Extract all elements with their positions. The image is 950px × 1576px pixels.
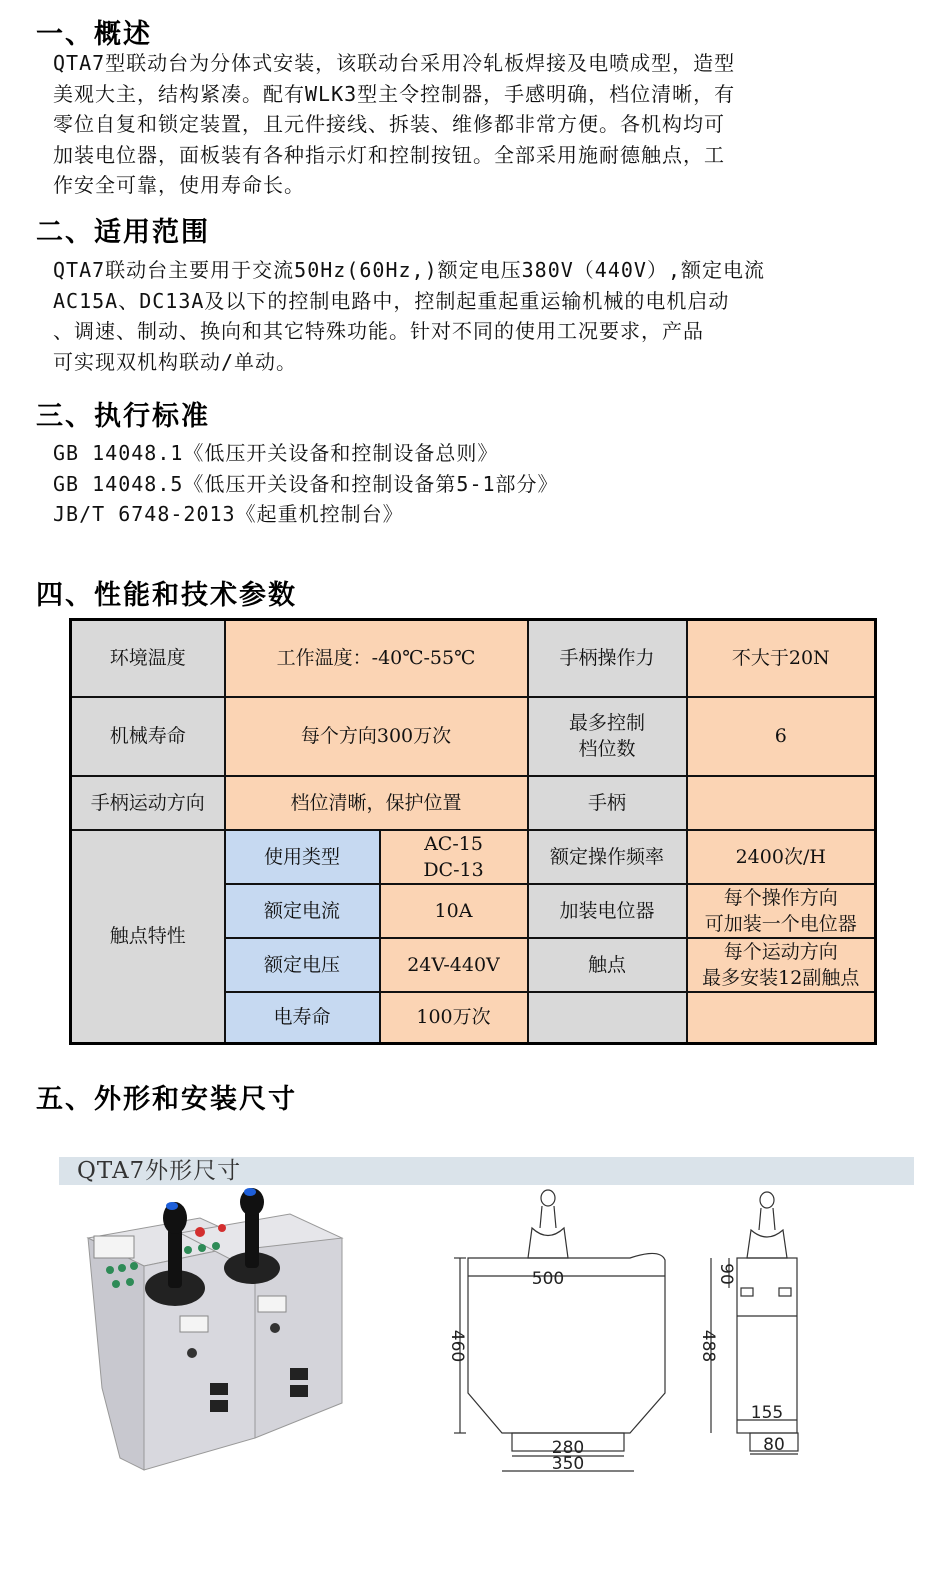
text-line: AC15A、DC13A及以下的控制电路中，控制起重起重运输机械的电机启动 xyxy=(53,288,730,313)
mech-life-value: 每个方向300万次 xyxy=(225,697,528,776)
side-view-drawing xyxy=(695,1188,815,1468)
dim-side-top: 90 xyxy=(716,1263,736,1285)
use-type-label: 使用类型 xyxy=(225,830,380,884)
text-line: 可实现双机构联动/单动。 xyxy=(53,349,298,374)
text-line: 、调速、制动、换向和其它特殊功能。针对不同的使用工况要求，产品 xyxy=(53,319,704,343)
dimensions-banner xyxy=(59,1157,914,1185)
section-title-dimensions: 五、外形和安装尺寸 xyxy=(36,1084,297,1115)
empty-cell xyxy=(528,992,687,1044)
text-line: 美观大主，结构紧凑。配有WLK3型主令控制器，手感明确，档位清晰，有 xyxy=(53,81,736,106)
contact-label: 触点特性 xyxy=(71,830,225,1044)
empty-cell xyxy=(687,992,876,1044)
section-title-params: 四、性能和技术参数 xyxy=(36,580,297,611)
contacts-value xyxy=(687,938,876,992)
section-title-overview: 一、概述 xyxy=(36,19,152,50)
rated-current-label: 额定电流 xyxy=(225,884,380,938)
table-row xyxy=(71,697,876,776)
use-type-value-line: DC-13 xyxy=(423,858,484,881)
handle-label: 手柄 xyxy=(528,776,687,830)
handle-dir-value: 档位清晰，保护位置 xyxy=(225,776,528,830)
spec-table xyxy=(69,618,877,1045)
standard-item: JB/T 6748-2013《起重机控制台》 xyxy=(53,502,404,526)
elec-life-label: 电寿命 xyxy=(225,992,380,1044)
dim-front-height: 460 xyxy=(447,1329,467,1363)
text-line: 加装电位器，面板装有各种指示灯和控制按钮。全部采用施耐德触点，工 xyxy=(53,142,725,167)
overview-paragraph xyxy=(53,48,735,201)
potentiometer-value xyxy=(687,884,876,938)
front-view-drawing xyxy=(440,1188,670,1483)
rated-voltage-label: 额定电压 xyxy=(225,938,380,992)
max-positions-label-line: 档位数 xyxy=(578,738,636,760)
contacts-value-line: 最多安装12副触点 xyxy=(702,966,860,989)
dim-side-depth: 155 xyxy=(750,1403,784,1423)
rated-voltage-value: 24V-440V xyxy=(380,938,528,992)
standards-list xyxy=(53,438,559,530)
product-illustration xyxy=(80,1188,360,1478)
scope-paragraph xyxy=(53,255,765,377)
elec-life-value: 100万次 xyxy=(380,992,528,1044)
dim-base-inner: 280 xyxy=(551,1438,585,1458)
dim-side-base: 80 xyxy=(763,1435,785,1455)
dim-base-outer: 350 xyxy=(551,1454,585,1474)
section-title-standards: 三、执行标准 xyxy=(36,401,210,432)
handle-dir-label: 手柄运动方向 xyxy=(71,776,225,830)
table-row xyxy=(71,830,876,884)
table-row xyxy=(71,776,876,830)
text-line: 作安全可靠，使用寿命长。 xyxy=(53,173,305,197)
contacts-value-line: 每个运动方向 xyxy=(723,940,838,963)
potentiometer-label: 加装电位器 xyxy=(528,884,687,938)
handle-value xyxy=(687,776,876,830)
mech-life-label: 机械寿命 xyxy=(71,697,225,776)
handle-force-value: 不大于20N xyxy=(687,620,876,697)
use-type-value xyxy=(380,830,528,884)
max-positions-value: 6 xyxy=(687,697,876,776)
rated-freq-label: 额定操作频率 xyxy=(528,830,687,884)
rated-current-value: 10A xyxy=(380,884,528,938)
standard-item: GB 14048.5《低压开关设备和控制设备第5-1部分》 xyxy=(53,471,559,496)
env-temp-value: 工作温度：-40℃-55℃ xyxy=(225,620,528,697)
text-line: QTA7型联动台为分体式安装，该联动台采用冷轧板焊接及电喷成型，造型 xyxy=(53,51,736,75)
standard-item: GB 14048.1《低压开关设备和控制设备总则》 xyxy=(53,441,499,465)
max-positions-label-line: 最多控制 xyxy=(569,712,646,734)
section-title-scope: 二、适用范围 xyxy=(36,217,210,248)
text-line: QTA7联动台主要用于交流50Hz(60Hz,)额定电压380V（440V）,额定电流 xyxy=(53,258,765,282)
dim-side-height: 488 xyxy=(698,1329,718,1363)
text-line: 零位自复和锁定装置，且元件接线、拆装、维修都非常方便。各机构均可 xyxy=(53,112,725,136)
max-positions-label xyxy=(528,697,687,776)
potentiometer-value-line: 每个操作方向 xyxy=(723,886,838,909)
rated-freq-value: 2400次/H xyxy=(687,830,876,884)
dim-front-width: 500 xyxy=(531,1269,565,1289)
use-type-value-line: AC-15 xyxy=(424,832,483,855)
potentiometer-value-line: 可加装一个电位器 xyxy=(704,912,857,935)
contacts-label: 触点 xyxy=(528,938,687,992)
dimensions-banner-title: QTA7外形尺寸 xyxy=(77,1158,242,1184)
handle-force-label: 手柄操作力 xyxy=(528,620,687,697)
table-row xyxy=(71,620,876,697)
env-temp-label: 环境温度 xyxy=(71,620,225,697)
